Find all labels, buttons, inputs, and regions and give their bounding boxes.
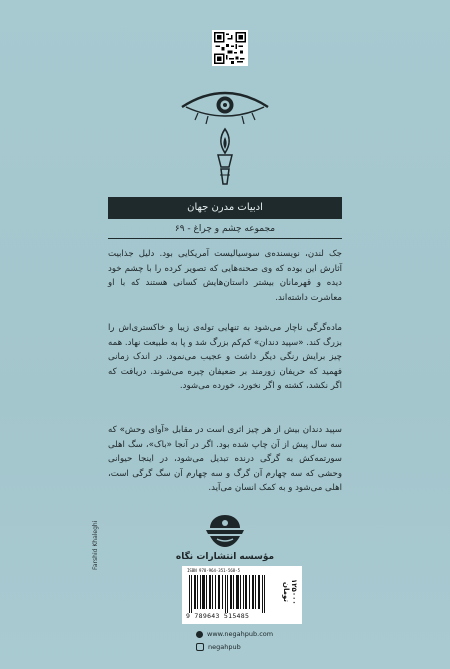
divider: [108, 238, 342, 239]
isbn-label: ISBN 978-964-351-568-5: [187, 568, 240, 573]
instagram-handle: negahpub: [208, 643, 241, 651]
qr-code: [212, 30, 248, 66]
publisher-logo: [200, 512, 250, 550]
description-paragraph: ماده‌گرگی ناچار می‌شود به تنهایی توله‌ی زیبا و خاکستری‌اش را بزرگ کند. «سپید دندان» کم‌کم بزرگ شد و پا به طبیعت نهاد. همه چیز برایش رنگی دیگر داشت و عجیب می‌نمود. در اندک زمانی فهمید که حریفان زورمند بر ضعیفان چیره می‌شوند. دریافت که اگر نکشد، کشته و اگر نخورد، خورده می‌شود.: [108, 323, 342, 391]
description-paragraph: سپید دندان بیش از هر چیز اثری است در مقابل «آوای وحش» که سه سال پیش از آن چاپ شده بود. اگر در آنجا «باک»، سگ اهلی سورتمه‌کش به گرگی درنده تبدیل می‌شود، در اینجا حیوانی وحشی که سه چهارم آن گرگ و سه چهارم آن سگ گرگی است، اهلی می‌شود و به کمک انسان می‌آید.: [108, 425, 342, 493]
website-url: www.negahpub.com: [207, 630, 274, 638]
website-row: [196, 630, 273, 638]
eye-torch-icon: [178, 85, 272, 190]
series-subtitle: مجموعه چشم و چراغ - ۶۹: [174, 224, 276, 234]
price-label: ۱۲۵۰۰۰ تومان: [282, 579, 298, 605]
instagram-row: [196, 643, 241, 651]
description-paragraph: جک لندن، نویسنده‌ی سوسیالیست آمریکایی بود. دلیل جذابیت آثارش این بوده که وی صحنه‌هایی که تصویر کرده را با چشم خود دیده و قهرمانان بیشتر داستان‌هایش کسانی هستند که با او معاشرت داشته‌اند.: [108, 249, 342, 303]
globe-icon: [196, 631, 203, 638]
publisher-name: مؤسسه انتشارات نگاه: [175, 552, 275, 562]
instagram-icon: [196, 643, 204, 651]
barcode: [187, 575, 267, 613]
series-title: ادبیات مدرن جهان: [108, 197, 342, 219]
barcode-number: 9 789643 515485: [186, 612, 250, 620]
designer-credit: Farshid Khaleghi: [92, 520, 99, 570]
